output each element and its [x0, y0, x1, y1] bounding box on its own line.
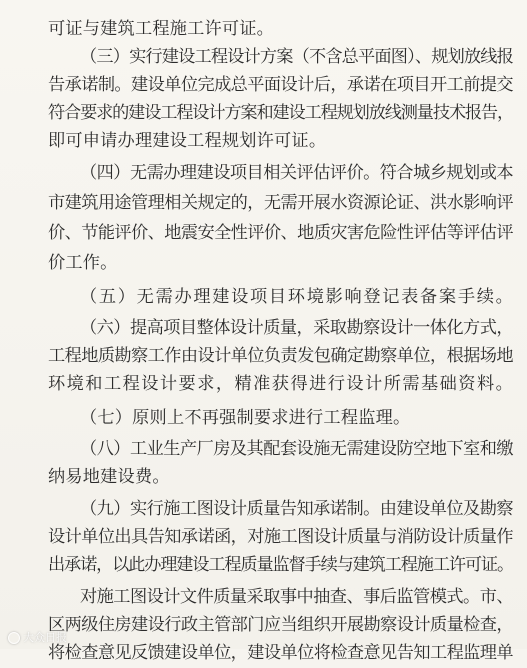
text-line: （四）无需办理建设项目相关评估评价。符合城乡规划或本 — [80, 163, 513, 183]
text-line: 符合要求的建设工程设计方案和建设工程规划放线测量技术报告， — [48, 103, 513, 123]
text-line: 工程地质勘察工作由设计单位负责发包确定勘察单位，根据场地 — [48, 346, 513, 366]
text-line: 告承诺制。建设单位完成总平面设计后，承诺在项目开工前提交 — [48, 75, 513, 95]
watermark — [8, 630, 67, 646]
text-line: 可证与建筑工程施工许可证。 — [48, 19, 275, 39]
text-line: 价、节能评价、地震安全性评价、地质灾害危险性评估等评估评 — [48, 223, 513, 243]
text-line: 纳易地建设费。 — [48, 467, 170, 487]
text-line: （九）实行施工图设计质量告知承诺制。由建设单位及勘察 — [80, 499, 513, 519]
text-line: 价工作。 — [48, 253, 118, 273]
watermark-logo-icon — [8, 632, 20, 644]
text-line: （八）工业生产厂房及其配套设施无需建设防空地下室和缴 — [80, 439, 513, 459]
text-line: （三）实行建设工程设计方案（不含总平面图）、规划放线报 — [80, 47, 513, 67]
text-line: 出承诺，以此办理建设工程质量监督手续与建筑工程施工许可证。 — [48, 555, 513, 575]
text-line: 环境和工程设计要求，精准获得进行设计所需基础资料。 — [48, 374, 515, 394]
text-line: 即可申请办理建设工程规划许可证。 — [48, 131, 327, 151]
text-line: 将检查意见反馈建设单位，建设单位将检查意见告知工程监理单 — [48, 643, 513, 663]
text-line: 设计单位出具告知承诺函，对施工图设计质量与消防设计质量作 — [48, 527, 513, 547]
text-line: 区两级住房建设行政主管部门应当组织开展勘察设计质量检查， — [48, 615, 513, 635]
text-line: （五）无需办理建设项目环境影响登记表备案手续。 — [80, 287, 515, 307]
text-line: （七）原则上不再强制要求进行工程监理。 — [80, 408, 411, 428]
text-line: 市建筑用途管理相关规定的，无需开展水资源论证、洪水影响评 — [48, 193, 513, 213]
text-line: 对施工图设计文件质量采取事中抽查、事后监管模式。市、 — [80, 587, 513, 607]
text-line: （六）提高项目整体设计质量，采取勘察设计一体化方式， — [80, 318, 513, 338]
watermark-text: 大众日报 — [23, 631, 67, 644]
